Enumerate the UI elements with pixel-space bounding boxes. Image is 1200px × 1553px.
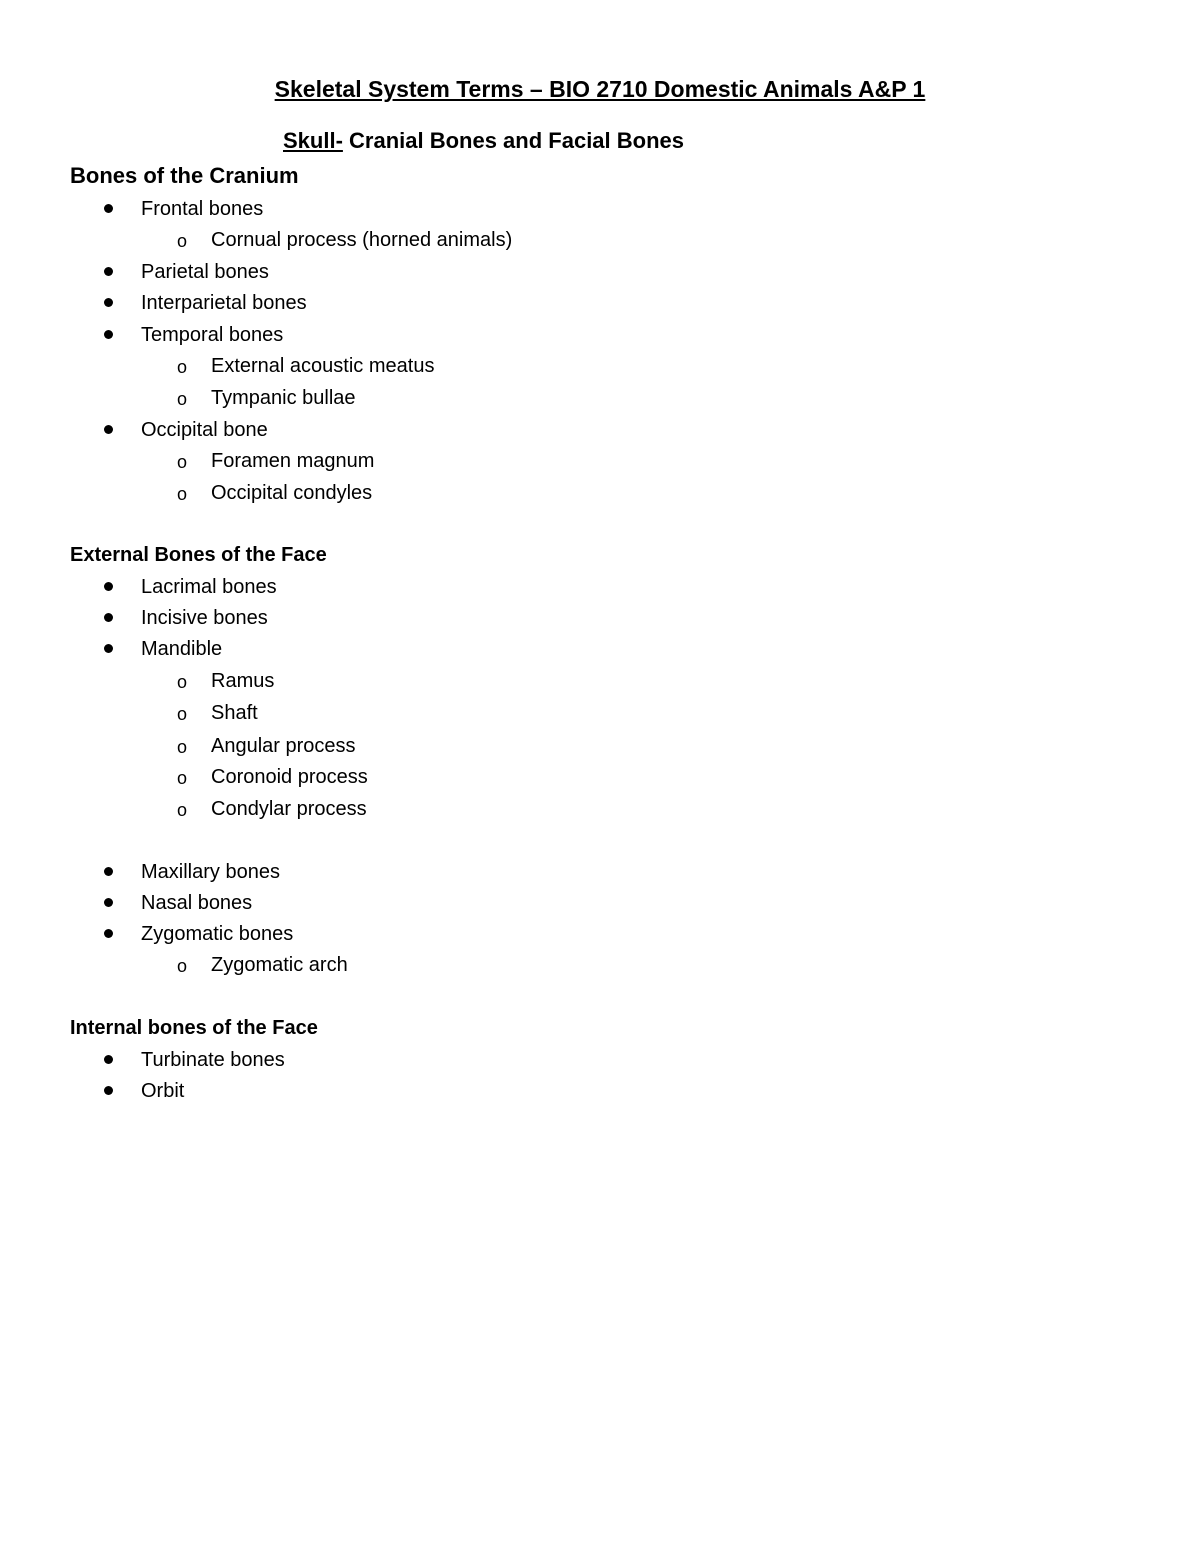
list-item: Occipital bone <box>141 419 268 441</box>
bullet-icon <box>104 1086 113 1095</box>
sub-list-item: Foramen magnum <box>211 450 375 472</box>
bullet-icon <box>104 613 113 622</box>
list-item: Mandible <box>141 638 223 660</box>
list-item: Lacrimal bones <box>141 576 277 598</box>
subtitle-skull: Skull- <box>283 128 343 153</box>
bullet-icon <box>104 425 113 434</box>
sub-list-item: Tympanic bullae <box>211 387 356 409</box>
bullet-icon <box>104 1055 113 1064</box>
sub-bullet-icon: o <box>177 800 188 820</box>
sub-list-item: Zygomatic arch <box>211 954 348 976</box>
sub-list-item: Coronoid process <box>211 766 368 788</box>
bullet-icon <box>104 582 113 591</box>
bullet-icon <box>104 330 113 339</box>
list-item: Frontal bones <box>141 198 264 220</box>
sub-bullet-icon: o <box>177 956 188 976</box>
sub-list-item: Occipital condyles <box>211 482 373 504</box>
bullet-icon <box>104 267 113 276</box>
list-item: Orbit <box>141 1080 185 1102</box>
heading-internal-face: Internal bones of the Face <box>70 1017 318 1039</box>
sub-bullet-icon: o <box>177 389 188 409</box>
sub-list-item: Shaft <box>211 702 258 724</box>
document-subtitle <box>283 130 684 152</box>
list-item: Nasal bones <box>141 892 253 914</box>
bullet-icon <box>104 644 113 653</box>
subtitle-rest: Cranial Bones and Facial Bones <box>342 128 685 153</box>
document-title: Skeletal System Terms – BIO 2710 Domestic Animals A&P 1 <box>274 76 926 102</box>
list-item: Temporal bones <box>141 324 284 346</box>
bullet-icon <box>104 929 113 938</box>
bullet-icon <box>104 298 113 307</box>
sub-list-item: External acoustic meatus <box>211 355 435 377</box>
sub-bullet-icon: o <box>177 357 188 377</box>
bullet-icon <box>104 204 113 213</box>
sub-bullet-icon: o <box>177 737 188 757</box>
bullet-icon <box>104 898 113 907</box>
sub-list-item: Cornual process (horned animals) <box>211 229 513 251</box>
sub-list-item: Condylar process <box>211 798 367 820</box>
heading-cranium: Bones of the Cranium <box>70 163 299 188</box>
heading-external-face: External Bones of the Face <box>70 544 327 566</box>
sub-list-item: Ramus <box>211 670 275 692</box>
bullet-icon <box>104 867 113 876</box>
list-item: Parietal bones <box>141 261 269 283</box>
sub-list-item: Angular process <box>211 735 356 757</box>
list-item: Maxillary bones <box>141 861 280 883</box>
list-item: Interparietal bones <box>141 292 307 314</box>
list-item: Incisive bones <box>141 607 268 629</box>
list-item: Turbinate bones <box>141 1049 285 1071</box>
sub-bullet-icon: o <box>177 704 188 724</box>
sub-bullet-icon: o <box>177 768 188 788</box>
sub-bullet-icon: o <box>177 231 188 251</box>
sub-bullet-icon: o <box>177 484 188 504</box>
sub-bullet-icon: o <box>177 672 188 692</box>
sub-bullet-icon: o <box>177 452 188 472</box>
list-item: Zygomatic bones <box>141 923 294 945</box>
